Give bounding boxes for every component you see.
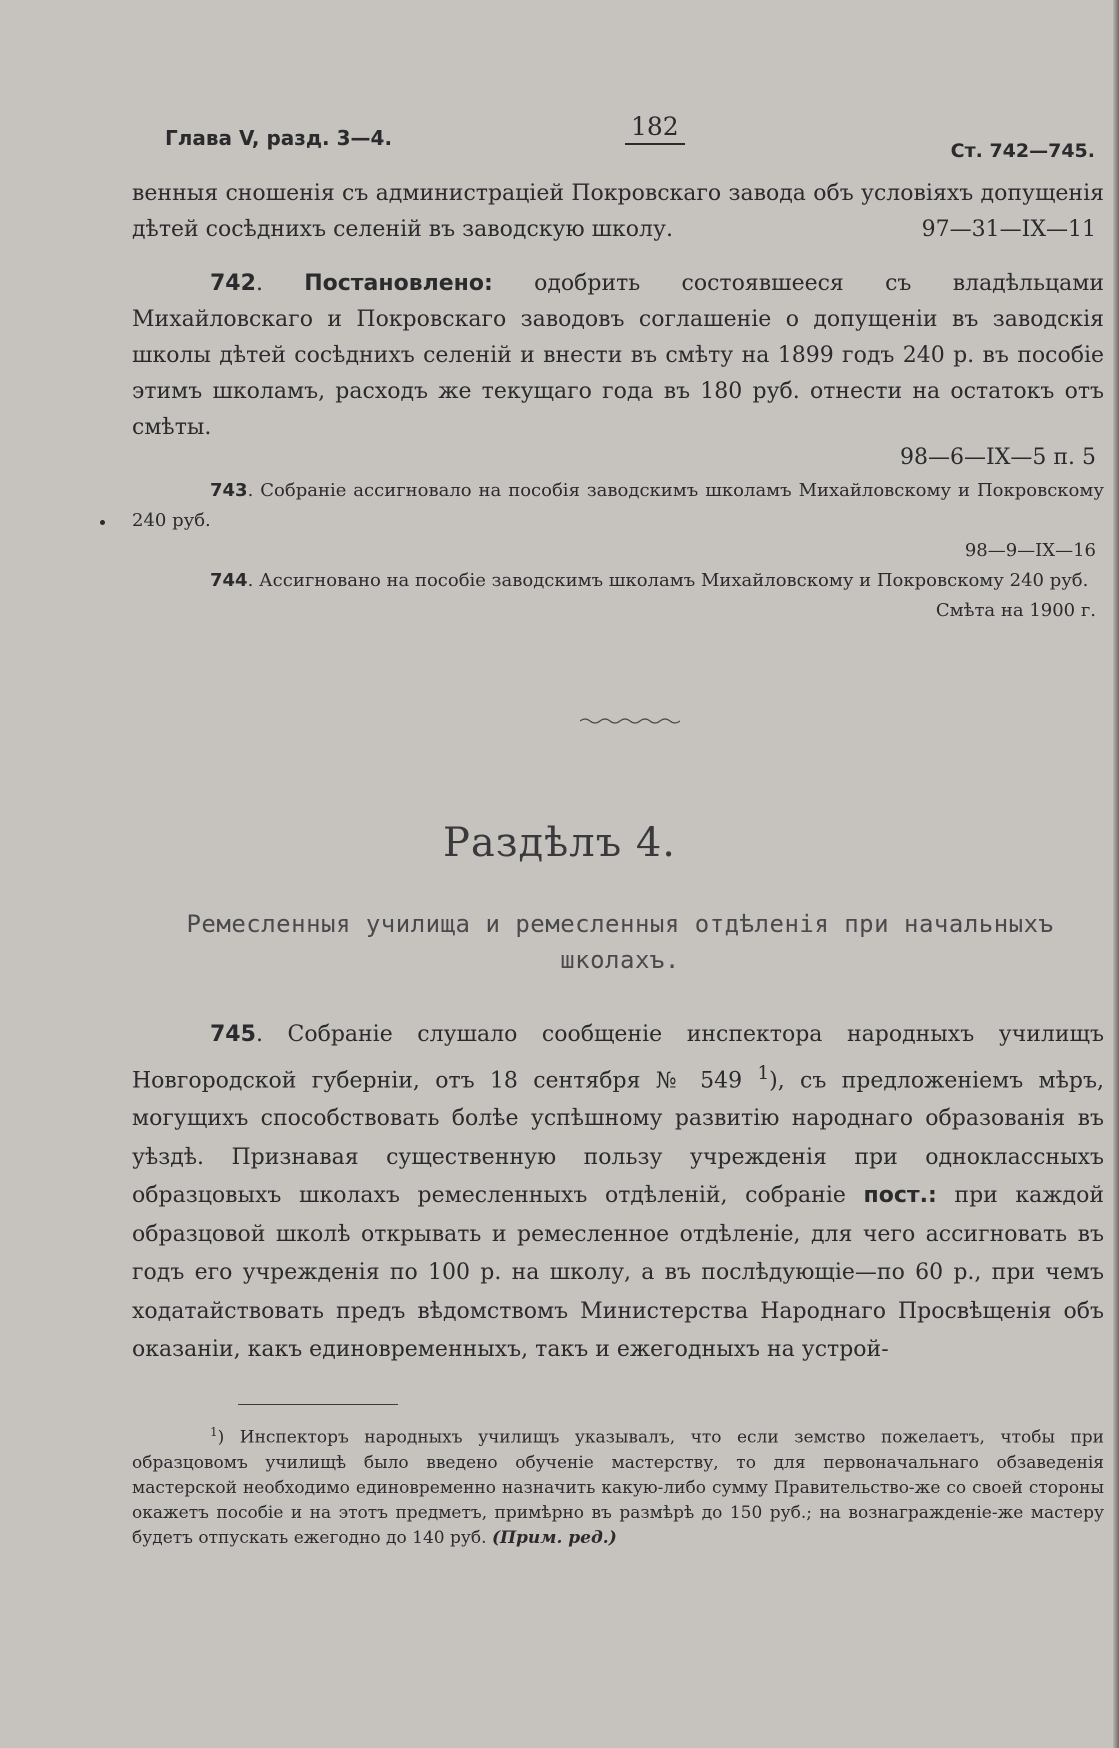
article-745-text-c: при каждой образцовой школѣ открывать и ремесленное отдѣленіе, для чего ассигновать въ годъ его учрежденія по 100 р. на школу, а въ послѣдующіе—по 60 р., при чемъ ходатайствовать предъ вѣдомствомъ Министерства Народнаго Просвѣщенія объ оказаніи, какъ единовременныхъ, такъ и ежегодныхъ на устрой- <box>132 1183 1104 1363</box>
article-742-reference: 98—6—IX—5 п. 5 <box>900 445 1096 470</box>
footnote-text: ) Инспекторъ народныхъ училищъ указывалъ, что если земство пожелаетъ, чтобы при образцовомъ училищѣ было введено обученіе мастерству, то для первоначальнаго обзаведенія мастерской необходимо единовременно назначить какую-либо сумму Правительство-же со своей стороны окажетъ пособіе и на этотъ предметъ, примѣрно въ размѣрѣ до 150 руб.; на вознагражденіе-же мастеру будетъ отпускать ежегодно до 140 руб. <box>132 1427 1104 1548</box>
article-744-number: 744 <box>210 570 248 591</box>
ink-dot <box>100 520 105 525</box>
footnote <box>132 1420 1104 1551</box>
footnote-reference[interactable]: 1 <box>757 1062 770 1084</box>
intro-paragraph <box>132 176 1104 248</box>
article-range: Ст. 742—745. <box>950 140 1095 162</box>
article-745-keyword: пост.: <box>863 1183 937 1209</box>
article-744-reference: Смѣта на 1900 г. <box>935 600 1096 621</box>
article-742: 742. Постановлено: одобрить состоявшееся съ владѣльцами Михайловскаго и Покровскаго заводовъ соглашеніе о допущеніи въ заводскія школы дѣтей сосѣднихъ селеній и внести въ смѣту на 1899 годъ 240 р. въ пособіе этимъ школамъ, расходъ же текущаго года въ 180 руб. отнести на остатокъ отъ смѣты. 98—6—IX—5 п. 5 <box>132 266 1104 476</box>
article-744-text: Ассигновано на пособіе заводскимъ школамъ Михайловскому и Покровскому 240 руб. <box>259 570 1089 591</box>
article-745: 745. Собраніе слушало сообщеніе инспектора народныхъ училищъ Новгородской губерніи, отъ 18 сентября № 549 $^1$), съ предложеніемъ мѣръ, могущихъ способствовать болѣе успѣшному развитію народнаго образованія въ уѣздѣ. Признавая существенную пользу учрежденія при одноклассныхъ образцовыхъ школахъ ремесленныхъ отдѣленій, собраніе пост.: при каждой образцовой школѣ открывать и ремесленное отдѣленіе, для чего ассигновать въ годъ его учрежденія по 100 р. на школу, а въ послѣдующіе—по 60 р., при чемъ ходатайствовать предъ вѣдомствомъ Министерства Народнаго Просвѣщенія объ оказаніи, какъ единовременныхъ, такъ и ежегодныхъ на устрой- <box>132 1022 1104 1363</box>
article-742-keyword: Постановлено: <box>304 271 493 296</box>
intro-text: венныя сношенія съ администраціей Покровскаго завода объ условіяхъ допущенія дѣтей сосѣднихъ селеній въ заводскую школу. <box>132 181 1104 242</box>
section-subtitle: Ремесленныя училища и ремесленныя отдѣленія при начальныхъ школахъ. <box>186 910 1054 974</box>
article-742-text: одобрить состоявшееся съ владѣльцами Михайловскаго и Покровскаго заводовъ соглашеніе о допущеніи въ заводскія школы дѣтей сосѣднихъ селеній и внести въ смѣту на 1899 годъ 240 р. въ пособіе этимъ школамъ, расходъ же текущаго года въ 180 руб. отнести на остатокъ отъ смѣты. <box>132 271 1104 440</box>
article-743-reference: 98—9—IX—16 <box>964 540 1096 561</box>
footnote-editor-note: (Прим. ред.) <box>491 1527 617 1548</box>
page-spine <box>1113 0 1119 1748</box>
article-745-text-a: Собраніе слушало сообщеніе инспектора народныхъ училищъ Новгородской губерніи, отъ 18 сентября № 549 <box>132 1022 1104 1093</box>
footnote-separator <box>238 1404 398 1405</box>
article-743: 743. Собраніе ассигновало на пособія заводскимъ школамъ Михайловскому и Покровскому 240 руб. 98—9—IX—16 <box>132 476 1104 566</box>
decorative-wave-divider <box>580 716 680 726</box>
page-header <box>165 112 1105 172</box>
article-743-text: Собраніе ассигновало на пособія заводскимъ школамъ Михайловскому и Покровскому 240 руб. <box>132 480 1104 531</box>
article-744: 744. Ассигновано на пособіе заводскимъ школамъ Михайловскому и Покровскому 240 руб. Смѣта на 1900 г. <box>132 566 1104 626</box>
footnote-mark: 1 <box>210 1425 218 1439</box>
article-745-number: 745 <box>210 1022 256 1047</box>
intro-reference: 97—31—IX—11 <box>921 217 1096 242</box>
article-742-number: 742 <box>210 271 256 296</box>
section-title: Раздѣлъ 4. <box>442 820 677 866</box>
article-745-text-b: ), съ предложеніемъ мѣръ, могущихъ способствовать болѣе успѣшному развитію народнаго образованія въ уѣздѣ. Признавая существенную пользу учрежденія при одноклассныхъ образцовыхъ школахъ ремесленныхъ отдѣленій, собраніе <box>132 1067 1104 1209</box>
page-number: 182 <box>625 112 685 145</box>
chapter-heading: Глава V, разд. 3—4. <box>165 126 393 150</box>
article-743-number: 743 <box>210 480 248 501</box>
